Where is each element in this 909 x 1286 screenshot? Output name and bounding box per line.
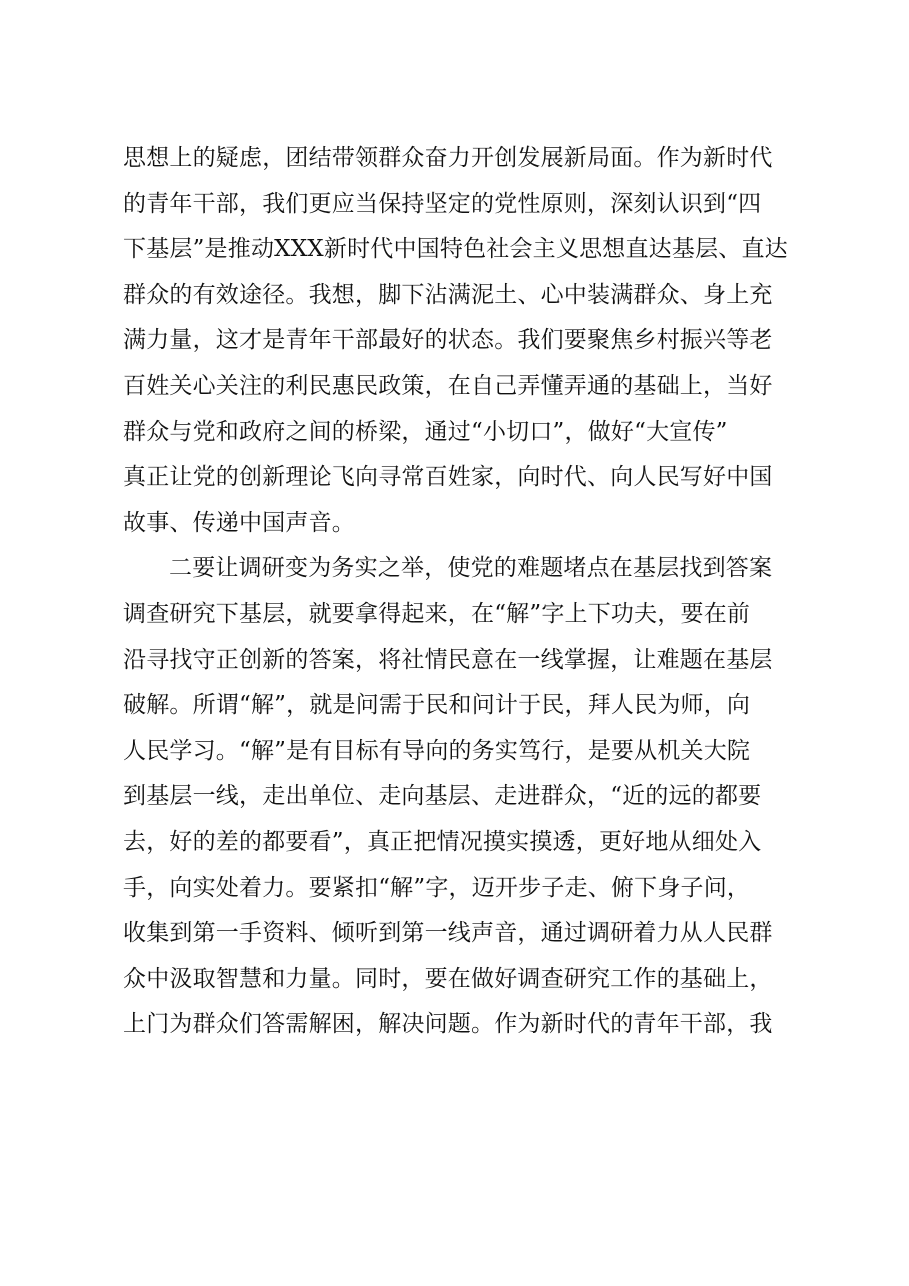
text-line: 下基层”是推动XXX新时代中国特色社会主义思想直达基层、直达	[123, 236, 788, 263]
text-line: 思想上的疑虑，团结带领群众奋力开创发展新局面。作为新时代	[123, 145, 773, 171]
text-line: 破解。所谓“解”，就是问需于民和问计于民，拜人民为师，向	[123, 692, 751, 719]
text-line: 满力量，这才是青年干部最好的状态。我们要聚焦乡村振兴等老	[123, 327, 773, 354]
text-line: 百姓关心关注的利民惠民政策，在自己弄懂弄通的基础上，当好	[123, 372, 773, 399]
text-line: 故事、传递中国声音。	[123, 509, 355, 536]
body-text	[123, 136, 823, 1048]
text-line: 到基层一线，走出单位、走向基层、走进群众，“近的远的都要	[123, 783, 762, 810]
text-line: 人民学习。“解”是有目标有导向的务实笃行，是要从机关大院	[123, 737, 751, 764]
text-line: 真正让党的创新理论飞向寻常百姓家，向时代、向人民写好中国	[123, 464, 773, 491]
text-line: 的青年干部，我们更应当保持坚定的党性原则，深刻认识到“四	[123, 190, 762, 217]
text-line: 群众与党和政府之间的桥梁，通过“小切口”，做好“大宣传”	[123, 418, 728, 445]
text-line: 上门为群众们答需解困，解决问题。作为新时代的青年干部，我	[123, 1011, 773, 1038]
text-line: 众中汲取智慧和力量。同时，要在做好调查研究工作的基础上，	[123, 965, 773, 992]
text-line: 群众的有效途径。我想，脚下沾满泥土、心中装满群众、身上充	[123, 281, 773, 308]
paragraph-heading: 二要让调研变为务实之举，使党的难题堵点在基层找到答案	[169, 555, 773, 582]
text-line: 调查研究下基层，就要拿得起来，在“解”字上下功夫，要在前	[123, 600, 751, 627]
text-line: 去，好的差的都要看”，真正把情况摸实摸透，更好地从细处入	[123, 828, 762, 855]
text-line: 手，向实处着力。要紧扣“解”字，迈开步子走、俯下身子问，	[123, 874, 751, 901]
text-line: 沿寻找守正创新的答案，将社情民意在一线掌握，让难题在基层	[123, 646, 773, 673]
text-line: 收集到第一手资料、倾听到第一线声音，通过调研着力从人民群	[123, 920, 773, 947]
